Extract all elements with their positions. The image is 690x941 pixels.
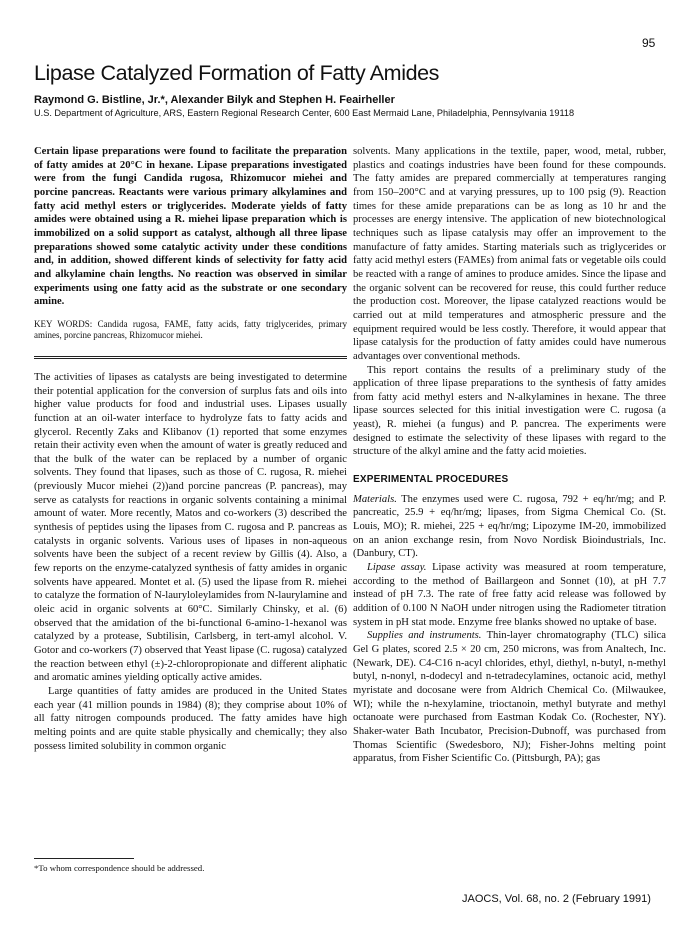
- materials-text: The enzymes used were C. rugosa, 792 + eq/hr/mg; and P. pancreatic, 25.9 + eq/hr/mg; lipases, from Sigma Chemical Co. (St. Louis, MO); R. miehei, 225 + eq/hr/mg; Lipozyme IM-20, immobilized on an anion exchange resin, from Novo Nordisk Bioindustrials, Inc. (Danbury, CT).: [353, 493, 666, 560]
- abstract-divider: [34, 356, 347, 359]
- section-heading-experimental: EXPERIMENTAL PROCEDURES: [353, 474, 509, 486]
- keywords-text: Candida rugosa, FAME, fatty acids, fatty triglycerides, primary amines, porcine pancreas, Rhizomucor miehei.: [34, 318, 348, 341]
- abstract: Certain lipase preparations were found to facilitate the preparation of fatty amides at 20°C in hexane. Lipase preparations investigated were from the fungi Candida rugosa, Rhizomucor miehei and porcine pancreas. Reactants were various primary alkylamines and fatty acid methyl esters or triglycerides. Moderate yields of fatty amides were obtained using a R. miehei lipase preparation which is immobilized on a solid support as catalyst, although all three lipase preparations showed some catalytic activity under these conditions and, in addition, showed different kinds of selectivity for fatty acid and alkylamine chain lengths. No reaction was observed in similar experiments using one fatty acid as the substrate or one secondary amine.: [34, 146, 347, 308]
- keywords: [34, 319, 347, 342]
- supplies-lead: Supplies and instruments.: [367, 630, 482, 642]
- intro-paragraph-1: The activities of lipases as catalysts are being investigated to determine their potential application for the conversion of surplus fats and oils into higher value products for food and industrial uses. Lipases usually function at an oil-water interface to hydrolyze fats to fatty acids and glycerol. Recently Zaks and Klibanov (1) reported that some enzymes retain their activity even when the amount of water is greatly reduced and that the bulk of the water can be replaced by a number of organic solvents. They found that lipases, such as those of C. rugosa, R. miehei (previously Mucor miehei (2))and porcine pancreas (P. pancreas), may serve as catalysts for reactions in organic solvents containing a minimal amount of water. More recently, Matos and co-workers (3) described the synthesis of peptides using the lipases from C. rugosa and P. pancreas as catalysts in organic solvents. Various uses of lipases in non-aqueous solvents have been the subject of a recent review by Gillis (4). Also, a few reports on the enzyme-catalyzed synthesis of fatty amides in organic solvents have appeared. Montet et al. (5) used the lipase from R. miehei to catalyze the formation of N-lauryloleylamides from N-laurylamine and oleic acid in organic solvents at 60°C. Similarly Chinsky, et al. (6) observed that the amidation of the bi-functional 6-amino-1-hexanol was catalyzed by a protease, Subtilisin, Carlsberg, in tert-amyl alcohol. V. Gotor and co-workers (7) observed that Yeast lipase (C. rugosa) catalyzed the reaction between ethyl (±)-2-chloropropionate and different aliphatic and aromatic amines yielding optically active amides.: [34, 371, 348, 684]
- supplies-paragraph: [353, 629, 666, 766]
- assay-text: Lipase activity was measured at room temperature, according to the method of Baillargeon and Sonnet (10), at pH 7.7 instead of pH 7.3. The rate of free fatty acid release was followed by addition of 0.100 N NaOH under nitrogen using the Radiometer titration system in pH stat mode. Enzyme free blanks showed no uptake of base.: [353, 562, 666, 628]
- footnote-divider: [34, 858, 134, 859]
- affiliation: U.S. Department of Agriculture, ARS, Eastern Regional Research Center, 600 East Mermaid Lane, Philadelphia, Pennsylvania 19118: [34, 108, 575, 118]
- left-column: [34, 145, 347, 753]
- assay-paragraph: [353, 561, 666, 629]
- page-number: 95: [642, 36, 656, 50]
- footnote: *To whom correspondence should be addressed.: [34, 863, 205, 873]
- keywords-label: KEY WORDS:: [34, 318, 93, 329]
- body-start: [34, 371, 347, 753]
- right-column: [353, 145, 666, 766]
- intro-paragraph-2: Large quantities of fatty amides are produced in the United States each year (41 million pounds in 1984) (8); they comprise about 10% of all fatty nitrogen compounds produced. The fatty amides have high melting points and are quite stable physically and chemically; they also possess limited solubility in common organic: [34, 685, 347, 752]
- assay-lead: Lipase assay.: [367, 562, 427, 574]
- intro-paragraph-3: This report contains the results of a preliminary study of the application of three lipase preparations to the synthesis of fatty amides from fatty acid methyl esters and N-alkylamines in hexane. The three lipase sources selected for this initial investigation were C. rugosa (a yeast), R. miehei (a fungus) and P. pancrea. The experiments were designed to estimate the selectivity of these lipases with regard to the structure of the alkyl amine and the fatty acid moieties.: [353, 364, 666, 458]
- intro-paragraph-2-continued: solvents. Many applications in the textile, paper, wood, metal, rubber, plastics and coatings industries have been found for these compounds. The fatty amides are prepared commercially at temperatures ranging from 150–200°C and at varying pressures, up to 100 psig (9). Reaction times for these amide preparations can be as long as 10 hr and the processes are energy intensive. The application of new biotechnological techniques such as lipase catalysis may offer an improvement to the manufacture of fatty amides. Starting materials such as triglycerides or fatty acid methyl esters (FAMEs) from animal fats or vegetable oils could be reacted with a range of amines to produce amides. Since the lipase and the organic solvent can be recovered for reuse, this could further reduce the production cost. Moreover, the lipase catalyzed reactions would be carried out at mild temperatures and atmospheric pressure and the equipment required would be less costly. Therefore, it would appear that lipase catalysis for the production of fatty amides could have numerous advantages over conventional methods.: [353, 146, 666, 362]
- supplies-text: Thin-layer chromatography (TLC) silica Gel G plates, scored 2.5 × 20 cm, 250 microns, was from Analtech, Inc. (Newark, DE). C4-C16 n-acyl chlorides, ethyl, diethyl, n-butyl, n-methyl butyl, n-nonyl, n-dodecyl and n-tetradecylamines, octanoic acid, methyl myristate and docosane were from Aldrich Chemical Co. (Milwaukee, WI); while the n-hexylamine, trioctanoin, methyl butyrate and methyl octanoate were purchased from Eastman Kodak Co. (Rochester, NY). Shaker-water Bath Incubator, Precision-Dubnoff, was purchased from Thomas Scientific (Swedesboro, NJ); Fisher-Johns melting point apparatus, from Fisher Scientific Co. (Pittsburgh, PA); gas: [353, 630, 666, 765]
- materials-paragraph: [353, 493, 666, 561]
- journal-footer: JAOCS, Vol. 68, no. 2 (February 1991): [462, 893, 651, 905]
- article-title: Lipase Catalyzed Formation of Fatty Amides: [34, 61, 440, 85]
- author-list: Raymond G. Bistline, Jr.*, Alexander Bilyk and Stephen H. Feairheller: [34, 94, 395, 106]
- materials-lead: Materials.: [353, 493, 397, 505]
